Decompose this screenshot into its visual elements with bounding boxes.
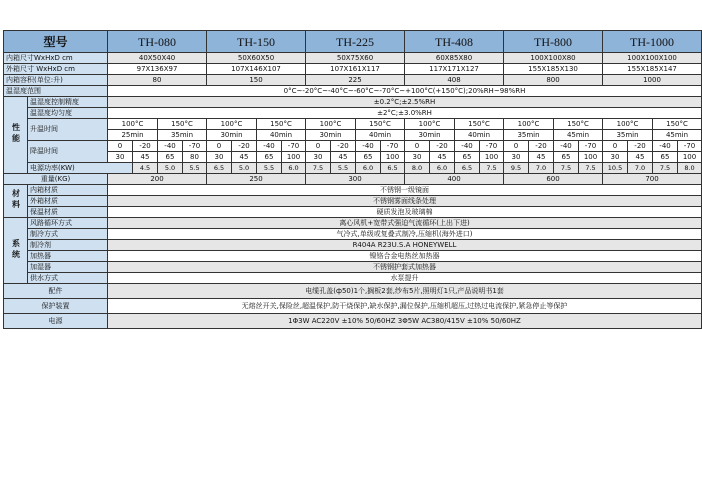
cell-value: 40min (455, 130, 504, 141)
cell-value: 6.0 (282, 163, 306, 174)
air-circulation-row (4, 218, 702, 229)
heating-temp-row (4, 119, 702, 130)
cell-value: ±0.2°C;±2.5%RH (108, 97, 702, 108)
cell-value: 800 (504, 75, 603, 86)
cell-value: 150°C (158, 119, 207, 130)
cell-value: 100°C (603, 119, 653, 130)
row-label: 保护装置 (4, 299, 108, 314)
cell-value: -40 (653, 141, 678, 152)
row-label: 供水方式 (28, 273, 108, 284)
cell-value: 10.5 (603, 163, 628, 174)
row-label: 电源功率(KW) (28, 163, 133, 174)
cell-value: 5.0 (232, 163, 257, 174)
cell-value: 50X75X60 (306, 53, 405, 64)
cell-value: 300 (306, 174, 405, 185)
cell-value: 6.0 (356, 163, 381, 174)
row-label: 外箱尺寸 WxHxD cm (4, 64, 108, 75)
power-row (4, 163, 702, 174)
cell-value: 100X100X80 (504, 53, 603, 64)
weight-row (4, 174, 702, 185)
row-label: 加湿器 (28, 262, 108, 273)
cell-value: 400 (405, 174, 504, 185)
model-name: TH-150 (207, 31, 306, 53)
cell-value: 45min (653, 130, 702, 141)
row-label: 制冷剂 (28, 240, 108, 251)
outer-size-row (4, 64, 702, 75)
cell-value: 60X85X80 (405, 53, 504, 64)
cell-value: 45 (133, 152, 158, 163)
cell-value: 不锈钢一级镜面 (108, 185, 702, 196)
cell-value: 45 (628, 152, 653, 163)
cell-value: 45 (430, 152, 455, 163)
cell-value: 100X100X100 (603, 53, 702, 64)
heater-row (4, 251, 702, 262)
cell-value: 0 (504, 141, 529, 152)
row-label: 升温时间 (28, 119, 108, 141)
cell-value: 150°C (455, 119, 504, 130)
cell-value: 700 (603, 174, 702, 185)
cell-value: -70 (381, 141, 405, 152)
refrigerant-row (4, 240, 702, 251)
cell-value: 117X171X127 (405, 64, 504, 75)
inner-size-row (4, 53, 702, 64)
cell-value: 镍铬合金电热丝加热器 (108, 251, 702, 262)
cell-value: 7.5 (653, 163, 678, 174)
cell-value: -70 (678, 141, 702, 152)
cell-value: 30 (306, 152, 331, 163)
group-label-system: 系统 (4, 218, 28, 284)
cell-value: -40 (554, 141, 579, 152)
inner-material-row (4, 185, 702, 196)
cell-value: 6.5 (207, 163, 232, 174)
cell-value: 97X136X97 (108, 64, 207, 75)
cooling-method-row (4, 229, 702, 240)
cell-value: 65 (653, 152, 678, 163)
cell-value: 水泵提升 (108, 273, 702, 284)
row-label: 内箱尺寸WxHxD cm (4, 53, 108, 64)
row-label: 重量(KG) (4, 174, 108, 185)
cell-value: 100°C (207, 119, 257, 130)
cell-value: 100 (579, 152, 603, 163)
cell-value: -20 (133, 141, 158, 152)
cell-value: 155X185X130 (504, 64, 603, 75)
cell-value: 200 (108, 174, 207, 185)
humidifier-row (4, 262, 702, 273)
cell-value: 0°C~-20°C~-40°C~-60°C~-70°C~+100°C(+150°C);20%RH~98%RH (108, 86, 702, 97)
cell-value: 40min (257, 130, 306, 141)
cell-value: -40 (356, 141, 381, 152)
cell-value: 150°C (257, 119, 306, 130)
cell-value: 离心风机+宽带式强迫气流循环(上出下进) (108, 218, 702, 229)
cell-value: 4.5 (133, 163, 158, 174)
cell-value: 408 (405, 75, 504, 86)
cell-value: 65 (158, 152, 183, 163)
cell-value: 30min (306, 130, 356, 141)
cell-value: 100°C (405, 119, 455, 130)
model-name: TH-408 (405, 31, 504, 53)
cell-value: -40 (455, 141, 480, 152)
cell-value: 65 (257, 152, 282, 163)
model-name: TH-800 (504, 31, 603, 53)
cell-value: 0 (603, 141, 628, 152)
supply-row (4, 314, 702, 329)
cell-value: 150°C (653, 119, 702, 130)
row-label: 外箱材质 (28, 196, 108, 207)
cell-value: -40 (257, 141, 282, 152)
temp-range-row (4, 86, 702, 97)
cell-value: 电缆孔盖(ф50)1个,搁板2套,纱布5片,照明灯1只,产品说明书1套 (108, 284, 702, 299)
cell-value: -70 (183, 141, 207, 152)
cell-value: 45 (232, 152, 257, 163)
cell-value: 6.5 (455, 163, 480, 174)
cell-value: -70 (579, 141, 603, 152)
cell-value: 100 (381, 152, 405, 163)
cell-value: 65 (554, 152, 579, 163)
cell-value: 7.5 (554, 163, 579, 174)
cell-value: -20 (232, 141, 257, 152)
cell-value: 225 (306, 75, 405, 86)
cell-value: 气冷式,单级或复叠式制冷,压缩机(海外进口) (108, 229, 702, 240)
cell-value: 50X60X50 (207, 53, 306, 64)
cell-value: 不锈钢雾面线条处理 (108, 196, 702, 207)
cell-value: 5.5 (257, 163, 282, 174)
cell-value: 45 (331, 152, 356, 163)
cell-value: -20 (529, 141, 554, 152)
cell-value: -40 (158, 141, 183, 152)
cell-value: 7.0 (529, 163, 554, 174)
cell-value: 9.5 (504, 163, 529, 174)
model-name: TH-080 (108, 31, 207, 53)
cell-value: 30 (504, 152, 529, 163)
cell-value: 1000 (603, 75, 702, 86)
cell-value: 100°C (108, 119, 158, 130)
row-label: 加热器 (28, 251, 108, 262)
cell-value: ±2°C;±3.0%RH (108, 108, 702, 119)
cell-value: 45min (554, 130, 603, 141)
row-label: 制冷方式 (28, 229, 108, 240)
cell-value: 8.0 (678, 163, 702, 174)
cell-value: 45 (529, 152, 554, 163)
cell-value: 5.0 (158, 163, 183, 174)
cell-value: 100 (678, 152, 702, 163)
spec-table (3, 30, 702, 329)
cell-value: 100°C (306, 119, 356, 130)
row-label: 配件 (4, 284, 108, 299)
cell-value: 6.5 (381, 163, 405, 174)
cell-value: 35min (504, 130, 554, 141)
cell-value: 40X50X40 (108, 53, 207, 64)
cell-value: -20 (331, 141, 356, 152)
cell-value: -70 (282, 141, 306, 152)
protection-row (4, 299, 702, 314)
cell-value: 107X161X117 (306, 64, 405, 75)
heating-time-row (4, 130, 702, 141)
row-label: 温湿度范围 (4, 86, 108, 97)
cell-value: 155X185X147 (603, 64, 702, 75)
accessories-row (4, 284, 702, 299)
outer-material-row (4, 196, 702, 207)
row-label: 电源 (4, 314, 108, 329)
row-label: 风路循环方式 (28, 218, 108, 229)
cell-value: 30 (405, 152, 430, 163)
cell-value: 65 (356, 152, 381, 163)
row-label: 内箱材质 (28, 185, 108, 196)
cell-value: 30min (405, 130, 455, 141)
row-label: 内箱容积(单位:升) (4, 75, 108, 86)
cell-value: 35min (158, 130, 207, 141)
cell-value: 7.5 (480, 163, 504, 174)
row-label: 保温材质 (28, 207, 108, 218)
cell-value: 0 (207, 141, 232, 152)
cell-value: 1Φ3W AC220V ±10% 50/60HZ 3Φ5W AC380/415V ±10% 50/60HZ (108, 314, 702, 329)
cell-value: 80 (108, 75, 207, 86)
cell-value: 30min (207, 130, 257, 141)
cell-value: 6.0 (430, 163, 455, 174)
cell-value: 0 (405, 141, 430, 152)
row-label: 温湿度控制精度 (28, 97, 108, 108)
uniformity-row (4, 108, 702, 119)
cell-value: -20 (430, 141, 455, 152)
model-name: TH-1000 (603, 31, 702, 53)
cell-value: 250 (207, 174, 306, 185)
cell-value: R404A R23U.S.A HONEYWELL (108, 240, 702, 251)
model-name: TH-225 (306, 31, 405, 53)
volume-row (4, 75, 702, 86)
cell-value: 35min (603, 130, 653, 141)
cell-value: 100 (282, 152, 306, 163)
cell-value: 600 (504, 174, 603, 185)
cell-value: 8.0 (405, 163, 430, 174)
cell-value: 不锈钢护套式加热器 (108, 262, 702, 273)
cell-value: 25min (108, 130, 158, 141)
cell-value: 30 (603, 152, 628, 163)
model-header-label: 型号 (4, 31, 108, 53)
cell-value: 硬质发泡及玻璃棉 (108, 207, 702, 218)
cell-value: 0 (306, 141, 331, 152)
cell-value: 40min (356, 130, 405, 141)
cell-value: 无熔丝开关,保险丝,超温保护,防干烧保护,缺水保护,漏位保护,压缩机超压,过热过电流保护,紧急停止等保护 (108, 299, 702, 314)
row-label: 温湿度均匀度 (28, 108, 108, 119)
cell-value: 30 (108, 152, 133, 163)
cell-value: 5.5 (331, 163, 356, 174)
cell-value: 150°C (554, 119, 603, 130)
cell-value: 7.5 (579, 163, 603, 174)
cell-value: -20 (628, 141, 653, 152)
cooling-temp-row (4, 141, 702, 152)
control-precision-row (4, 97, 702, 108)
cell-value: -70 (480, 141, 504, 152)
group-label-materials: 材料 (4, 185, 28, 218)
cell-value: 80 (183, 152, 207, 163)
cell-value: 30 (207, 152, 232, 163)
cell-value: 0 (108, 141, 133, 152)
cell-value: 150°C (356, 119, 405, 130)
cell-value: 7.0 (628, 163, 653, 174)
insulation-row (4, 207, 702, 218)
water-supply-row (4, 273, 702, 284)
cell-value: 100°C (504, 119, 554, 130)
cell-value: 100 (480, 152, 504, 163)
group-label-performance: 性能 (4, 97, 28, 174)
cell-value: 7.5 (306, 163, 331, 174)
cooling-time-row (4, 152, 702, 163)
cell-value: 107X146X107 (207, 64, 306, 75)
row-label: 降温时间 (28, 141, 108, 163)
cell-value: 65 (455, 152, 480, 163)
header-row (4, 31, 702, 53)
cell-value: 150 (207, 75, 306, 86)
cell-value: 5.5 (183, 163, 207, 174)
